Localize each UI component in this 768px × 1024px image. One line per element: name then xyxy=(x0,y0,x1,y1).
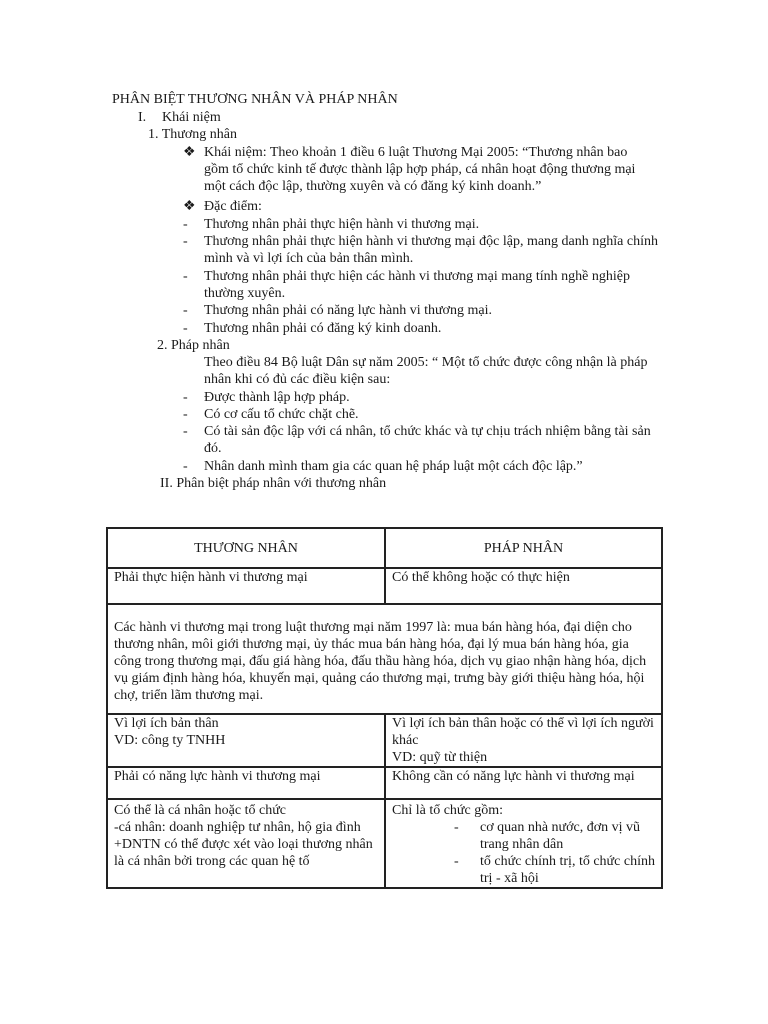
table-cell: Phải thực hiện hành vi thương mại xyxy=(107,568,385,604)
list-item: - cơ quan nhà nước, đơn vị vũ trang nhân dân xyxy=(454,820,641,852)
table-cell: Có thể không hoặc có thực hiện xyxy=(385,568,662,604)
section-heading: II. Phân biệt pháp nhân với thương nhân xyxy=(160,476,387,491)
list-item: Thương nhân phải thực hiện các hành vi thương mại mang tính nghề nghiệp thường xuyên. xyxy=(204,269,630,301)
table-row xyxy=(107,568,662,604)
cell-line: +DNTN có thể được xét vào loại thương nhân là cá nhân bởi trong các quan hệ tố xyxy=(114,837,373,869)
cell-line: Vì lợi ích bản thân hoặc có thể vì lợi ích người khác xyxy=(392,716,654,748)
list-dash: - xyxy=(183,424,188,439)
subsection-heading: 1. Thương nhân xyxy=(148,127,238,142)
list-dash: - xyxy=(183,269,188,284)
table-row xyxy=(107,799,662,888)
list-dash: - xyxy=(183,407,188,422)
intro-paragraph: Theo điều 84 Bộ luật Dân sự năm 2005: “ Một tổ chức được công nhận là pháp nhân khi có đủ các điều kiện sau: xyxy=(204,355,648,387)
comparison-table xyxy=(106,527,663,889)
list-item: Thương nhân phải có năng lực hành vi thương mại. xyxy=(204,303,492,318)
header-left: THƯƠNG NHÂN xyxy=(107,528,385,568)
table-merged-cell: Các hành vi thương mại trong luật thương mại năm 1997 là: mua bán hàng hóa, đại diện cho thương nhân, môi giới thương mại, ủy thác mua bán hàng hóa, đại lý mua bán hàng hóa, gia công trong thương mại, đấu giá hàng hóa, đấu thầu hàng hóa, dịch vụ giao nhận hàng hóa, dịch vụ giám định hàng hóa, khuyến mại, quảng cáo thương mại, trưng bày giới thiệu hàng hóa, hội chợ, triển lãm thương mại. xyxy=(107,604,662,714)
table-cell: Phải có năng lực hành vi thương mại xyxy=(107,767,385,799)
concept-paragraph: Khái niệm: Theo khoản 1 điều 6 luật Thương Mại 2005: “Thương nhân bao gồm tổ chức kinh tế được thành lập hợp pháp, cá nhân hoạt động thương mại một cách độc lập, thường xuyên và có đăng ký kinh doanh.” xyxy=(204,145,636,194)
table-cell: Không cần có năng lực hành vi thương mại xyxy=(385,767,662,799)
org-list xyxy=(392,819,655,887)
table-header-row xyxy=(107,528,662,568)
header-right: PHÁP NHÂN xyxy=(385,528,662,568)
diamond-bullet-icon: ❖ xyxy=(183,145,196,160)
list-item: Có cơ cấu tổ chức chặt chẽ. xyxy=(204,407,359,422)
list-dash: - xyxy=(183,459,188,474)
list-item: Thương nhân phải có đăng ký kinh doanh. xyxy=(204,321,442,336)
table-row xyxy=(107,767,662,799)
cell-line: Chỉ là tổ chức gồm: xyxy=(392,803,504,818)
list-dash: - xyxy=(183,390,188,405)
list-item: Có tài sản độc lập với cá nhân, tổ chức khác và tự chịu trách nhiệm bằng tài sản đó. xyxy=(204,424,651,456)
list-dash: - xyxy=(183,303,188,318)
list-dash: - xyxy=(183,217,188,232)
table-row xyxy=(107,714,662,767)
cell-line: VD: quỹ từ thiện xyxy=(392,750,488,765)
subsection-heading: 2. Pháp nhân xyxy=(157,338,230,353)
cell-line: Có thể là cá nhân hoặc tổ chức xyxy=(114,803,287,818)
section-number: I. xyxy=(138,110,147,125)
table-row xyxy=(107,604,662,714)
table-cell xyxy=(107,714,385,767)
list-dash: - xyxy=(183,234,188,249)
features-label: Đặc điểm: xyxy=(204,199,262,214)
list-item: Thương nhân phải thực hiện hành vi thương mại độc lập, mang danh nghĩa chính mình và vì lợi ích của bản thân mình. xyxy=(204,234,658,266)
list-item: Được thành lập hợp pháp. xyxy=(204,390,350,405)
table-cell xyxy=(385,714,662,767)
table-cell xyxy=(107,799,385,888)
page-title: PHÂN BIỆT THƯƠNG NHÂN VÀ PHÁP NHÂN xyxy=(112,92,398,107)
list-item: Nhân danh mình tham gia các quan hệ pháp luật một cách độc lập.” xyxy=(204,459,583,474)
cell-line: VD: công ty TNHH xyxy=(114,733,226,748)
list-item: - tổ chức chính trị, tổ chức chính trị - xã hội xyxy=(454,854,655,886)
section-heading: Khái niệm xyxy=(162,110,221,125)
diamond-bullet-icon: ❖ xyxy=(183,199,196,214)
cell-line: Vì lợi ích bản thân xyxy=(114,716,219,731)
cell-line: -cá nhân: doanh nghiệp tư nhân, hộ gia đình xyxy=(114,820,361,835)
list-dash: - xyxy=(183,321,188,336)
table-cell xyxy=(385,799,662,888)
list-item: Thương nhân phải thực hiện hành vi thương mại. xyxy=(204,217,480,232)
